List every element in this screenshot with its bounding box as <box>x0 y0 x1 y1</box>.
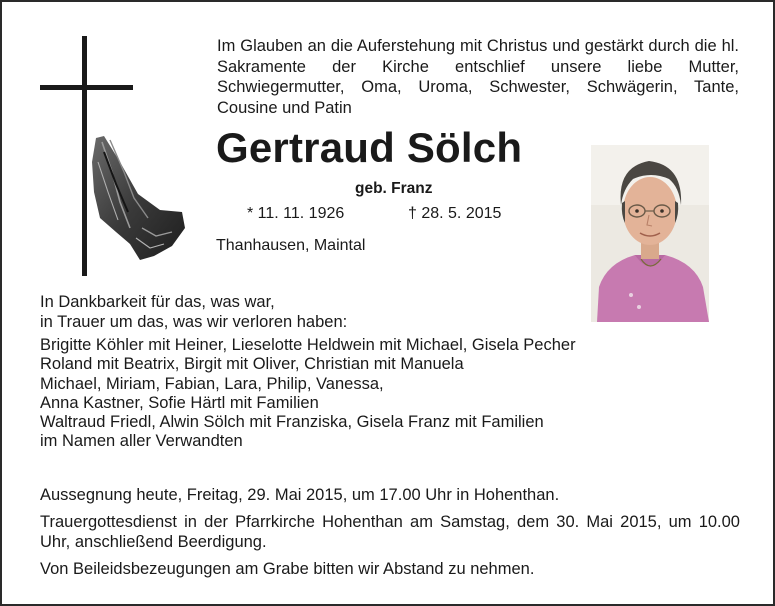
mourners-line: im Namen aller Verwandten <box>40 432 243 451</box>
birth-date: * 11. 11. 1926 <box>247 205 345 222</box>
gratitude-line: in Trauer um das, was wir verloren haben: <box>40 313 348 331</box>
mourners-line: Michael, Miriam, Fabian, Lara, Philip, Vanessa, <box>40 374 384 393</box>
portrait-photo <box>591 145 709 322</box>
deceased-name: Gertraud Sölch <box>216 124 523 171</box>
mourners-line: Anna Kastner, Sofie Härtl mit Familien <box>40 393 319 412</box>
gratitude-line: In Dankbarkeit für das, was war, <box>40 293 275 311</box>
gratitude-text <box>40 292 347 332</box>
blessing-info: Aussegnung heute, Freitag, 29. Mai 2015, um 17.00 Uhr in Hohenthan. <box>40 486 560 504</box>
cross-vertical-bar <box>82 36 87 276</box>
praying-hands-icon <box>90 132 190 262</box>
condolence-note: Von Beileidsbezeugungen am Grabe bitten wir Abstand zu nehmen. <box>40 560 535 578</box>
mourners-line: Roland mit Beatrix, Birgit mit Oliver, Christian mit Manuela <box>40 355 464 374</box>
birth-name: geb. Franz <box>355 180 433 197</box>
mourners-line: Waltraud Friedl, Alwin Sölch mit Franziska, Gisela Franz mit Familien <box>40 413 544 432</box>
intro-text: Im Glauben an die Auferstehung mit Christus und gestärkt durch die hl. Sakramente der Kirche entschlief unsere liebe Mutter, Schwiegermutter, Oma, Uroma, Schwester, Schwägerin, Tante, Cousine und Patin <box>217 37 739 117</box>
funeral-mass-info: Trauergottesdienst in der Pfarrkirche Hohenthan am Samstag, dem 30. Mai 2015, um 10.00 Uhr, anschließend Beerdigung. <box>40 513 740 551</box>
mourners-list <box>40 336 576 452</box>
cross-horizontal-bar <box>40 85 133 90</box>
mourners-line: Brigitte Köhler mit Heiner, Lieselotte Heldwein mit Michael, Gisela Pecher <box>40 336 576 354</box>
death-date: † 28. 5. 2015 <box>408 205 502 222</box>
places: Thanhausen, Maintal <box>216 237 366 254</box>
service-info <box>40 485 740 586</box>
